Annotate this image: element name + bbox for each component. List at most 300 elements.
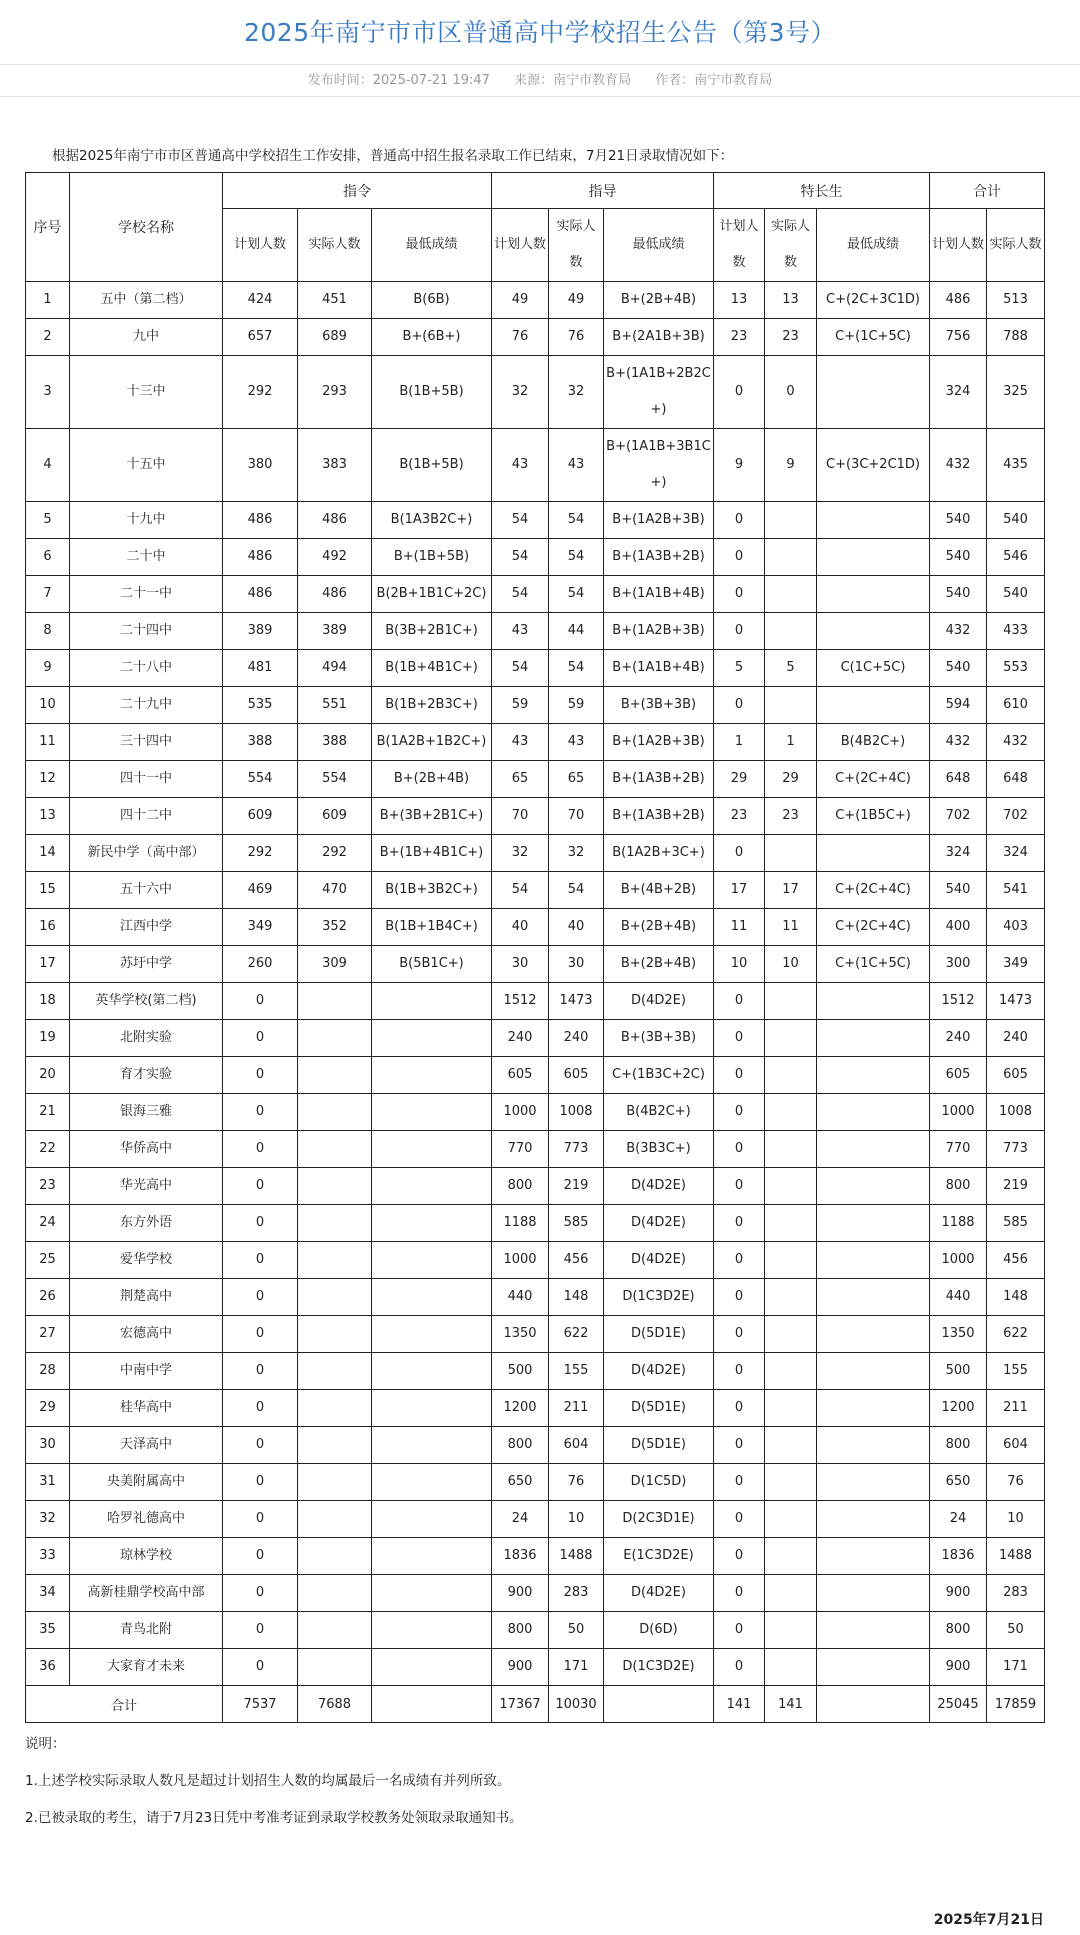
- row-guidance-min: B+(1A1B+4B): [604, 650, 714, 687]
- row-total-actual: 546: [987, 539, 1045, 576]
- row-special-plan: 0: [714, 539, 765, 576]
- row-directive-plan: 260: [223, 946, 298, 983]
- row-total-plan: 432: [930, 429, 987, 502]
- table-row: [26, 1427, 1045, 1464]
- note-1: 1.上述学校实际录取人数凡是超过计划招生人数的均属最后一名成绩有并列所致。: [25, 1773, 511, 1789]
- row-directive-min: [372, 1205, 492, 1242]
- row-directive-plan: 0: [223, 1020, 298, 1057]
- header-total: 合计: [930, 173, 1045, 209]
- notes-heading: 说明：: [25, 1736, 66, 1752]
- row-directive-actual: [298, 1094, 372, 1131]
- row-guidance-plan: 1200: [492, 1390, 549, 1427]
- row-school-name: 九中: [70, 319, 223, 356]
- row-guidance-actual: 605: [549, 1057, 604, 1094]
- row-guidance-plan: 65: [492, 761, 549, 798]
- row-seq: 32: [26, 1501, 70, 1538]
- row-special-plan: 0: [714, 1205, 765, 1242]
- row-directive-actual: 486: [298, 502, 372, 539]
- row-directive-actual: 689: [298, 319, 372, 356]
- table-row: [26, 1501, 1045, 1538]
- row-total-actual: 432: [987, 724, 1045, 761]
- row-special-min: C+(2C+4C): [817, 909, 930, 946]
- row-special-actual: [765, 983, 817, 1020]
- row-school-name: 四十一中: [70, 761, 223, 798]
- row-special-actual: 13: [765, 282, 817, 319]
- row-special-actual: [765, 1168, 817, 1205]
- row-directive-actual: [298, 1057, 372, 1094]
- table-row: [26, 319, 1045, 356]
- row-seq: 5: [26, 502, 70, 539]
- row-special-plan: 0: [714, 1131, 765, 1168]
- table-row: [26, 613, 1045, 650]
- row-guidance-min: B+(1A2B+3B): [604, 724, 714, 761]
- row-guidance-plan: 770: [492, 1131, 549, 1168]
- row-guidance-actual: 59: [549, 687, 604, 724]
- row-special-min: [817, 1131, 930, 1168]
- row-guidance-plan: 24: [492, 1501, 549, 1538]
- row-seq: 27: [26, 1316, 70, 1353]
- row-directive-actual: [298, 1353, 372, 1390]
- row-guidance-min: B+(1A2B+3B): [604, 502, 714, 539]
- table-row: [26, 1131, 1045, 1168]
- row-seq: 31: [26, 1464, 70, 1501]
- row-special-actual: 29: [765, 761, 817, 798]
- row-directive-actual: 309: [298, 946, 372, 983]
- row-guidance-actual: 32: [549, 835, 604, 872]
- row-directive-plan: 535: [223, 687, 298, 724]
- row-guidance-actual: 30: [549, 946, 604, 983]
- row-school-name: 五十六中: [70, 872, 223, 909]
- row-seq: 19: [26, 1020, 70, 1057]
- row-total-plan: 800: [930, 1612, 987, 1649]
- row-school-name: 桂华高中: [70, 1390, 223, 1427]
- table-row: [26, 1020, 1045, 1057]
- row-special-actual: [765, 1464, 817, 1501]
- row-total-plan: 1200: [930, 1390, 987, 1427]
- row-special-actual: [765, 1316, 817, 1353]
- row-directive-actual: [298, 1131, 372, 1168]
- row-total-plan: 800: [930, 1168, 987, 1205]
- row-special-plan: 0: [714, 1538, 765, 1575]
- row-guidance-plan: 49: [492, 282, 549, 319]
- row-total-plan: 540: [930, 502, 987, 539]
- row-special-actual: [765, 1538, 817, 1575]
- row-guidance-actual: 283: [549, 1575, 604, 1612]
- row-special-actual: [765, 1390, 817, 1427]
- row-directive-actual: [298, 1427, 372, 1464]
- row-total-actual: 435: [987, 429, 1045, 502]
- row-guidance-actual: 54: [549, 650, 604, 687]
- row-directive-min: [372, 1242, 492, 1279]
- row-guidance-plan: 650: [492, 1464, 549, 1501]
- row-total-plan: 324: [930, 356, 987, 429]
- row-guidance-min: D(4D2E): [604, 983, 714, 1020]
- header-min-score: 最低成绩: [604, 209, 714, 282]
- row-seq: 3: [26, 356, 70, 429]
- row-total-actual: 788: [987, 319, 1045, 356]
- row-seq: 9: [26, 650, 70, 687]
- row-total-plan: 324: [930, 835, 987, 872]
- page-header: [0, 0, 1080, 65]
- table-row: [26, 282, 1045, 319]
- row-special-plan: 0: [714, 983, 765, 1020]
- row-school-name: 四十二中: [70, 798, 223, 835]
- row-total-actual: 513: [987, 282, 1045, 319]
- row-total-plan: 648: [930, 761, 987, 798]
- row-directive-actual: [298, 1612, 372, 1649]
- row-special-actual: [765, 835, 817, 872]
- row-special-min: [817, 1390, 930, 1427]
- row-special-plan: 0: [714, 502, 765, 539]
- row-directive-actual: [298, 1205, 372, 1242]
- row-seq: 11: [26, 724, 70, 761]
- row-total-plan: 756: [930, 319, 987, 356]
- totals-special-actual: 141: [765, 1686, 817, 1723]
- row-guidance-plan: 70: [492, 798, 549, 835]
- row-directive-plan: 657: [223, 319, 298, 356]
- row-total-plan: 300: [930, 946, 987, 983]
- row-directive-actual: 554: [298, 761, 372, 798]
- table-row: [26, 1168, 1045, 1205]
- row-directive-actual: [298, 1390, 372, 1427]
- row-directive-min: B+(1B+4B1C+): [372, 835, 492, 872]
- row-directive-min: [372, 1279, 492, 1316]
- row-special-actual: [765, 1427, 817, 1464]
- row-guidance-actual: 1488: [549, 1538, 604, 1575]
- row-special-min: B(4B2C+): [817, 724, 930, 761]
- table-row: [26, 835, 1045, 872]
- row-special-min: [817, 1057, 930, 1094]
- header-actual: 实际人数: [765, 209, 817, 282]
- row-special-actual: 17: [765, 872, 817, 909]
- totals-guidance-plan: 17367: [492, 1686, 549, 1723]
- row-school-name: 北附实验: [70, 1020, 223, 1057]
- row-special-actual: [765, 687, 817, 724]
- row-guidance-actual: 50: [549, 1612, 604, 1649]
- row-guidance-actual: 32: [549, 356, 604, 429]
- row-seq: 12: [26, 761, 70, 798]
- row-directive-min: B(5B1C+): [372, 946, 492, 983]
- totals-plan: 25045: [930, 1686, 987, 1723]
- row-special-min: [817, 835, 930, 872]
- row-seq: 34: [26, 1575, 70, 1612]
- row-total-actual: 403: [987, 909, 1045, 946]
- table-row: [26, 650, 1045, 687]
- row-directive-actual: 389: [298, 613, 372, 650]
- row-total-actual: 148: [987, 1279, 1045, 1316]
- row-seq: 2: [26, 319, 70, 356]
- row-total-actual: 610: [987, 687, 1045, 724]
- row-directive-min: [372, 1390, 492, 1427]
- row-directive-plan: 389: [223, 613, 298, 650]
- row-special-min: [817, 1649, 930, 1686]
- row-special-min: [817, 1316, 930, 1353]
- row-special-min: [817, 502, 930, 539]
- row-directive-min: [372, 1501, 492, 1538]
- row-special-plan: 0: [714, 1390, 765, 1427]
- header-min-score: 最低成绩: [372, 209, 492, 282]
- author: 作者：南宁市教育局: [655, 73, 773, 88]
- row-guidance-min: B(4B2C+): [604, 1094, 714, 1131]
- table-row: [26, 1538, 1045, 1575]
- row-seq: 24: [26, 1205, 70, 1242]
- row-special-actual: [765, 1242, 817, 1279]
- table-row: [26, 1649, 1045, 1686]
- row-total-actual: 76: [987, 1464, 1045, 1501]
- intro-text: 根据2025年南宁市市区普通高中学校招生工作安排，普通高中招生报名录取工作已结束，7月21日录取情况如下：: [52, 148, 734, 164]
- row-guidance-plan: 54: [492, 872, 549, 909]
- row-guidance-actual: 43: [549, 724, 604, 761]
- row-special-actual: [765, 1205, 817, 1242]
- row-directive-min: [372, 1538, 492, 1575]
- row-special-min: [817, 1242, 930, 1279]
- row-total-actual: 171: [987, 1649, 1045, 1686]
- row-seq: 16: [26, 909, 70, 946]
- row-guidance-min: B+(1A1B+2B2C+): [604, 356, 714, 429]
- row-seq: 7: [26, 576, 70, 613]
- row-directive-plan: 0: [223, 1612, 298, 1649]
- row-total-plan: 800: [930, 1427, 987, 1464]
- row-school-name: 二十九中: [70, 687, 223, 724]
- row-special-plan: 0: [714, 1094, 765, 1131]
- table-row: [26, 724, 1045, 761]
- row-guidance-actual: 773: [549, 1131, 604, 1168]
- row-directive-plan: 0: [223, 1131, 298, 1168]
- row-special-plan: 0: [714, 1464, 765, 1501]
- row-total-plan: 702: [930, 798, 987, 835]
- row-special-plan: 0: [714, 687, 765, 724]
- note-2: 2.已被录取的考生，请于7月23日凭中考准考证到录取学校教务处领取录取通知书。: [25, 1810, 523, 1826]
- row-total-plan: 540: [930, 650, 987, 687]
- row-guidance-actual: 456: [549, 1242, 604, 1279]
- row-school-name: 琼林学校: [70, 1538, 223, 1575]
- row-directive-min: B(6B): [372, 282, 492, 319]
- row-total-plan: 1000: [930, 1242, 987, 1279]
- row-directive-plan: 0: [223, 1242, 298, 1279]
- row-seq: 18: [26, 983, 70, 1020]
- row-seq: 15: [26, 872, 70, 909]
- row-directive-actual: 352: [298, 909, 372, 946]
- row-guidance-plan: 800: [492, 1427, 549, 1464]
- row-directive-actual: [298, 983, 372, 1020]
- row-guidance-min: B(1A2B+3C+): [604, 835, 714, 872]
- row-directive-actual: 292: [298, 835, 372, 872]
- row-seq: 4: [26, 429, 70, 502]
- header-plan: 计划人数: [714, 209, 765, 282]
- row-guidance-actual: 219: [549, 1168, 604, 1205]
- row-guidance-plan: 1000: [492, 1242, 549, 1279]
- row-directive-plan: 0: [223, 1538, 298, 1575]
- row-total-actual: 1473: [987, 983, 1045, 1020]
- row-total-actual: 648: [987, 761, 1045, 798]
- header-min-score: 最低成绩: [817, 209, 930, 282]
- table-row: [26, 539, 1045, 576]
- row-guidance-min: C+(1B3C+2C): [604, 1057, 714, 1094]
- row-directive-plan: 609: [223, 798, 298, 835]
- row-directive-actual: [298, 1538, 372, 1575]
- row-special-actual: [765, 1612, 817, 1649]
- row-total-plan: 594: [930, 687, 987, 724]
- row-guidance-min: B+(1A1B+4B): [604, 576, 714, 613]
- row-directive-plan: 388: [223, 724, 298, 761]
- row-guidance-actual: 622: [549, 1316, 604, 1353]
- row-guidance-min: B+(1A3B+2B): [604, 761, 714, 798]
- row-total-actual: 283: [987, 1575, 1045, 1612]
- row-total-actual: 324: [987, 835, 1045, 872]
- row-directive-actual: 388: [298, 724, 372, 761]
- row-directive-actual: [298, 1501, 372, 1538]
- row-directive-min: B(1B+5B): [372, 356, 492, 429]
- row-guidance-min: E(1C3D2E): [604, 1538, 714, 1575]
- row-directive-min: [372, 1057, 492, 1094]
- header-actual: 实际人数: [987, 209, 1045, 282]
- row-school-name: 新民中学（高中部）: [70, 835, 223, 872]
- header-seq: 序号: [26, 173, 70, 282]
- row-guidance-plan: 1000: [492, 1094, 549, 1131]
- row-school-name: 十三中: [70, 356, 223, 429]
- row-school-name: 华光高中: [70, 1168, 223, 1205]
- row-total-actual: 604: [987, 1427, 1045, 1464]
- row-special-min: C+(1B5C+): [817, 798, 930, 835]
- table-row: [26, 1353, 1045, 1390]
- row-special-actual: [765, 502, 817, 539]
- row-directive-actual: [298, 1020, 372, 1057]
- row-directive-min: B+(3B+2B1C+): [372, 798, 492, 835]
- row-total-actual: 553: [987, 650, 1045, 687]
- row-special-actual: [765, 1501, 817, 1538]
- row-special-min: [817, 576, 930, 613]
- row-directive-plan: 292: [223, 835, 298, 872]
- row-special-plan: 0: [714, 1575, 765, 1612]
- row-directive-plan: 380: [223, 429, 298, 502]
- totals-special-plan: 141: [714, 1686, 765, 1723]
- row-school-name: 二十中: [70, 539, 223, 576]
- row-guidance-actual: 240: [549, 1020, 604, 1057]
- row-school-name: 二十四中: [70, 613, 223, 650]
- row-directive-plan: 0: [223, 1353, 298, 1390]
- row-total-plan: 432: [930, 613, 987, 650]
- row-directive-plan: 292: [223, 356, 298, 429]
- row-guidance-actual: 171: [549, 1649, 604, 1686]
- row-school-name: 荆楚高中: [70, 1279, 223, 1316]
- row-guidance-min: B+(2B+4B): [604, 909, 714, 946]
- row-guidance-plan: 32: [492, 835, 549, 872]
- row-seq: 29: [26, 1390, 70, 1427]
- row-special-plan: 0: [714, 1501, 765, 1538]
- row-guidance-min: D(4D2E): [604, 1575, 714, 1612]
- row-guidance-plan: 1188: [492, 1205, 549, 1242]
- row-special-min: [817, 1538, 930, 1575]
- row-special-plan: 9: [714, 429, 765, 502]
- row-directive-min: [372, 1094, 492, 1131]
- row-directive-plan: 0: [223, 1205, 298, 1242]
- row-special-plan: 0: [714, 1353, 765, 1390]
- row-total-actual: 540: [987, 576, 1045, 613]
- row-special-min: C(1C+5C): [817, 650, 930, 687]
- row-directive-plan: 349: [223, 909, 298, 946]
- row-directive-min: [372, 1427, 492, 1464]
- row-school-name: 育才实验: [70, 1057, 223, 1094]
- row-guidance-actual: 585: [549, 1205, 604, 1242]
- row-guidance-min: B+(1A1B+3B1C+): [604, 429, 714, 502]
- row-directive-actual: [298, 1464, 372, 1501]
- row-special-min: [817, 983, 930, 1020]
- row-guidance-plan: 440: [492, 1279, 549, 1316]
- row-seq: 10: [26, 687, 70, 724]
- row-guidance-plan: 1512: [492, 983, 549, 1020]
- row-school-name: 英华学校(第二档): [70, 983, 223, 1020]
- row-special-plan: 10: [714, 946, 765, 983]
- row-directive-min: [372, 1131, 492, 1168]
- row-guidance-min: D(5D1E): [604, 1390, 714, 1427]
- row-seq: 23: [26, 1168, 70, 1205]
- row-guidance-actual: 148: [549, 1279, 604, 1316]
- row-special-actual: [765, 539, 817, 576]
- totals-actual: 17859: [987, 1686, 1045, 1723]
- table-row: [26, 1279, 1045, 1316]
- row-directive-actual: [298, 1242, 372, 1279]
- row-directive-plan: 0: [223, 1057, 298, 1094]
- row-special-min: [817, 1279, 930, 1316]
- publish-time: 发布时间：2025-07-21 19:47: [307, 73, 490, 88]
- row-school-name: 青鸟北附: [70, 1612, 223, 1649]
- row-school-name: 大家育才未来: [70, 1649, 223, 1686]
- row-guidance-min: D(1C5D): [604, 1464, 714, 1501]
- row-total-actual: 702: [987, 798, 1045, 835]
- row-total-actual: 605: [987, 1057, 1045, 1094]
- row-directive-min: [372, 1649, 492, 1686]
- row-total-actual: 325: [987, 356, 1045, 429]
- row-guidance-plan: 43: [492, 429, 549, 502]
- row-special-plan: 0: [714, 356, 765, 429]
- row-directive-actual: [298, 1575, 372, 1612]
- row-directive-min: B(1B+5B): [372, 429, 492, 502]
- row-special-plan: 5: [714, 650, 765, 687]
- row-school-name: 华侨高中: [70, 1131, 223, 1168]
- row-total-actual: 773: [987, 1131, 1045, 1168]
- row-total-plan: 486: [930, 282, 987, 319]
- table-row: [26, 1390, 1045, 1427]
- row-seq: 25: [26, 1242, 70, 1279]
- totals-directive-min: [372, 1686, 492, 1723]
- table-row: [26, 1094, 1045, 1131]
- row-guidance-min: D(5D1E): [604, 1316, 714, 1353]
- header-school: 学校名称: [70, 173, 223, 282]
- row-total-actual: 456: [987, 1242, 1045, 1279]
- row-special-actual: 9: [765, 429, 817, 502]
- table-row: [26, 1205, 1045, 1242]
- table-row: [26, 429, 1045, 502]
- row-total-actual: 585: [987, 1205, 1045, 1242]
- row-special-min: [817, 613, 930, 650]
- row-special-plan: 23: [714, 798, 765, 835]
- row-special-min: [817, 1020, 930, 1057]
- row-guidance-plan: 605: [492, 1057, 549, 1094]
- row-guidance-plan: 54: [492, 539, 549, 576]
- row-total-plan: 540: [930, 539, 987, 576]
- row-special-actual: 5: [765, 650, 817, 687]
- row-special-actual: [765, 1131, 817, 1168]
- table-row: [26, 1242, 1045, 1279]
- row-special-actual: [765, 1020, 817, 1057]
- row-directive-actual: 609: [298, 798, 372, 835]
- row-directive-plan: 554: [223, 761, 298, 798]
- row-directive-actual: 492: [298, 539, 372, 576]
- row-total-plan: 1512: [930, 983, 987, 1020]
- row-seq: 17: [26, 946, 70, 983]
- row-school-name: 二十一中: [70, 576, 223, 613]
- row-total-plan: 540: [930, 872, 987, 909]
